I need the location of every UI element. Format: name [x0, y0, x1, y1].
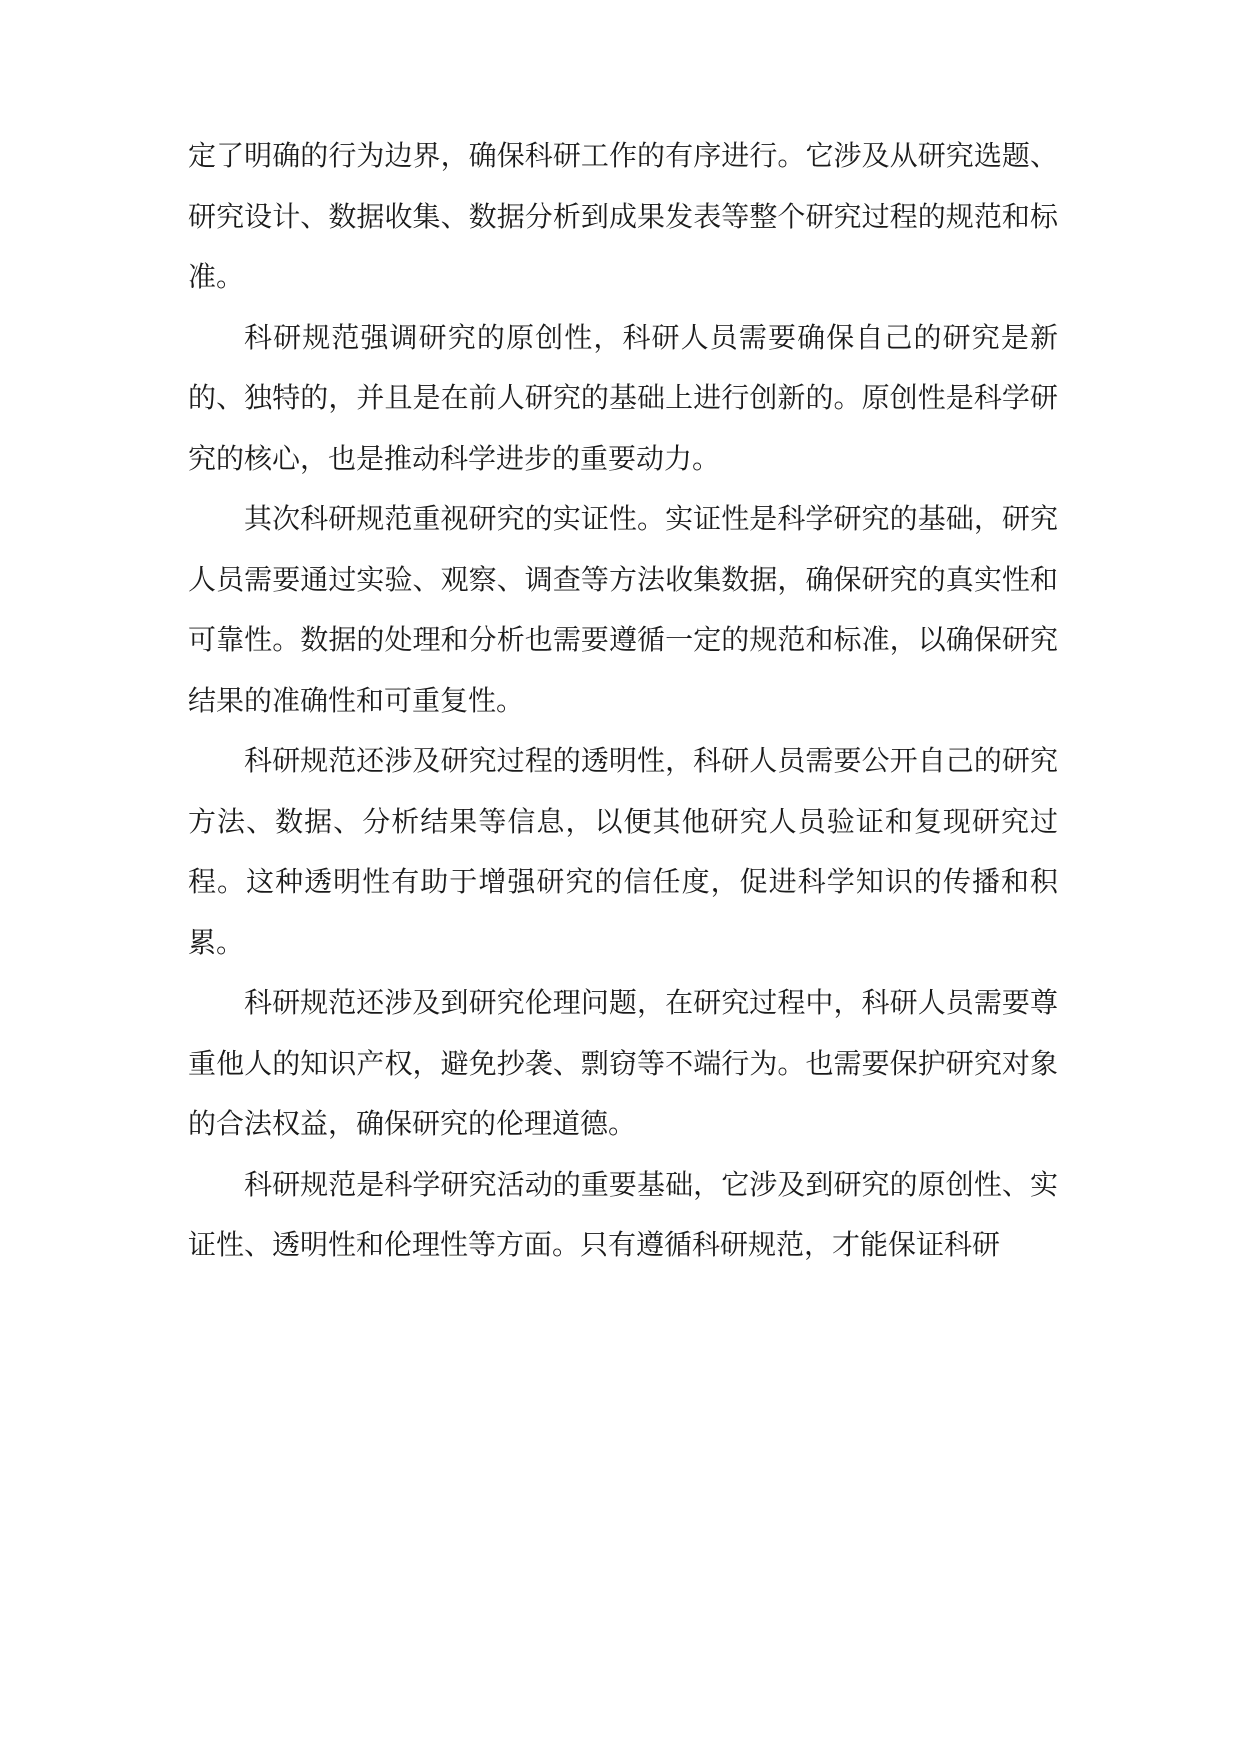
paragraph-4: 科研规范还涉及研究过程的透明性，科研人员需要公开自己的研究方法、数据、分析结果等信息，以便其他研究人员验证和复现研究过程。这种透明性有助于增强研究的信任度，促进科学知识的传播和积累。: [188, 744, 1058, 959]
paragraph-6: 科研规范是科学研究活动的重要基础，它涉及到研究的原创性、实证性、透明性和伦理性等方面。只有遵循科研规范，才能保证科研: [188, 1167, 1058, 1261]
paragraph-2: 科研规范强调研究的原创性，科研人员需要确保自己的研究是新的、独特的，并且是在前人研究的基础上进行创新的。原创性是科学研究的核心，也是推动科学进步的重要动力。: [188, 320, 1058, 475]
paragraph-1: 定了明确的行为边界，确保科研工作的有序进行。它涉及从研究选题、研究设计、数据收集、数据分析到成果发表等整个研究过程的规范和标准。: [188, 139, 1058, 293]
paragraph-5: 科研规范还涉及到研究伦理问题，在研究过程中，科研人员需要尊重他人的知识产权，避免抄袭、剽窃等不端行为。也需要保护研究对象的合法权益，确保研究的伦理道德。: [188, 986, 1058, 1140]
paragraph-3: 其次科研规范重视研究的实证性。实证性是科学研究的基础，研究人员需要通过实验、观察、调查等方法收集数据，确保研究的真实性和可靠性。数据的处理和分析也需要遵循一定的规范和标准，以确保研究结果的准确性和可重复性。: [188, 502, 1058, 717]
document-body: [188, 126, 1058, 1276]
